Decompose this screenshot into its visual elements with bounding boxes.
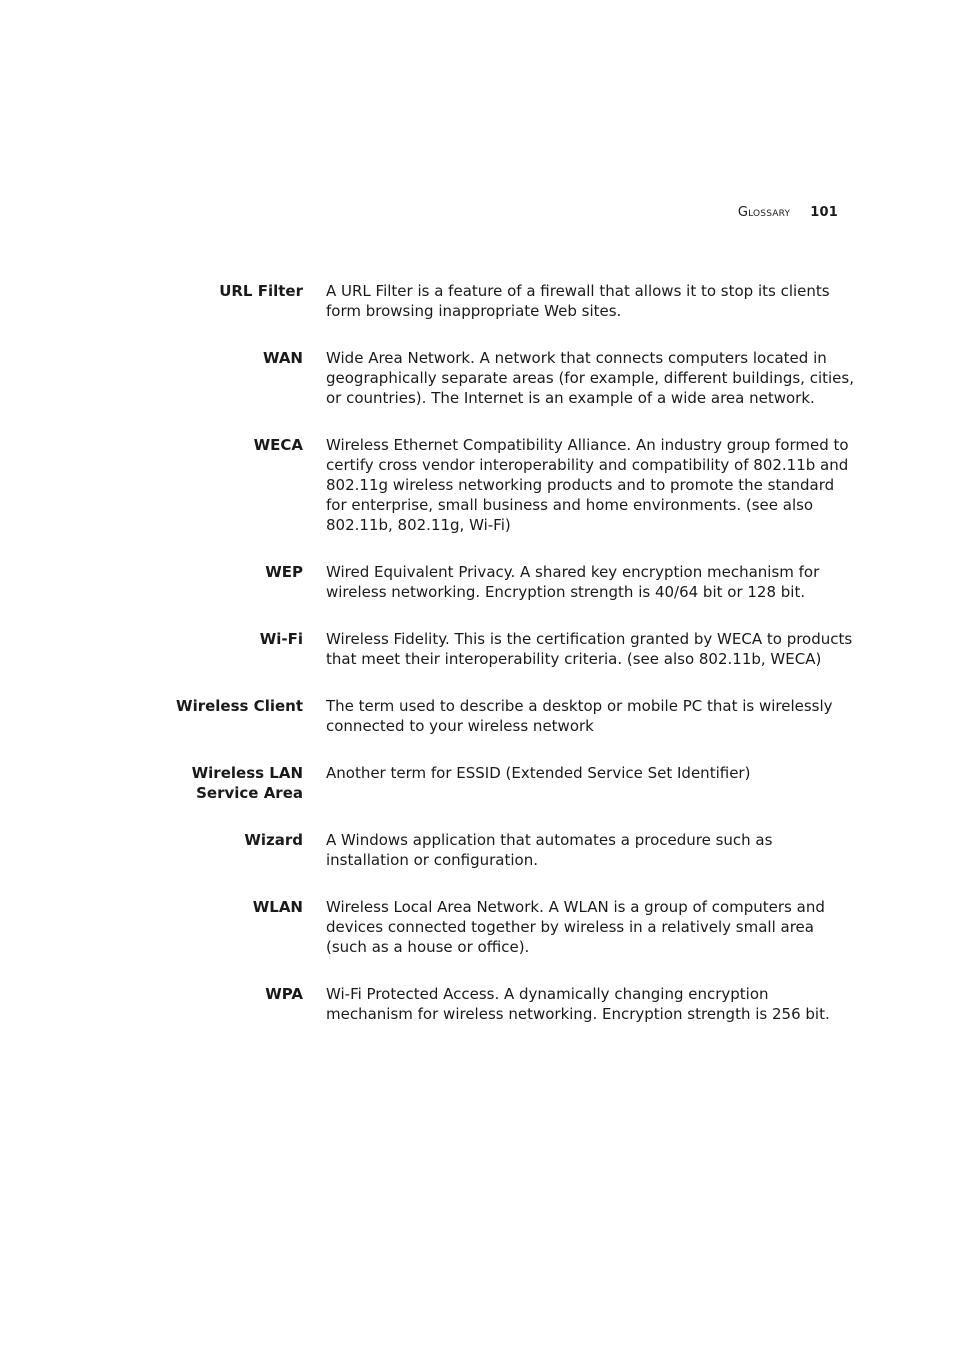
glossary-definition: Wired Equivalent Privacy. A shared key encryption mechanism for wireless networking. Encryption strength is 40/64 bit or 128 bit. [326,563,820,601]
glossary-term: Wi-Fi [259,630,303,648]
page-number: 101 [810,205,838,220]
glossary-term: Wizard [244,831,303,849]
glossary-entry [0,696,954,736]
glossary-entry [0,897,954,957]
glossary-entry [0,763,954,803]
glossary-term: Wireless Client [176,697,303,715]
glossary-entry [0,348,954,408]
glossary-definition: The term used to describe a desktop or mobile PC that is wirelessly connected to your wireless network [326,697,833,735]
glossary-term: WECA [253,436,303,454]
glossary-entry [0,629,954,669]
glossary-term: WAN [262,349,303,367]
glossary-list [0,281,954,1051]
glossary-term: WEP [265,563,303,581]
glossary-entry [0,830,954,870]
glossary-entry [0,562,954,602]
glossary-definition: Another term for ESSID (Extended Service Set Identifier) [326,764,751,782]
glossary-entry [0,984,954,1024]
glossary-definition: A Windows application that automates a procedure such as installation or configuration. [326,831,773,869]
glossary-definition: Wide Area Network. A network that connects computers located in geographically separate areas (for example, different buildings, cities, or countries). The Internet is an example of a wide area network. [326,349,854,407]
glossary-definition: Wireless Ethernet Compatibility Alliance. An industry group formed to certify cross vendor interoperability and compatibility of 802.11b and 802.11g wireless networking products and to promote the standard for enterprise, small business and home environments. (see also 802.11b, 802.11g, Wi-Fi) [326,436,849,534]
glossary-term: Wireless LAN Service Area [191,764,303,802]
glossary-entry [0,435,954,535]
page-header [738,205,838,220]
glossary-definition: Wi-Fi Protected Access. A dynamically changing encryption mechanism for wireless networking. Encryption strength is 256 bit. [326,985,830,1023]
glossary-definition: Wireless Local Area Network. A WLAN is a group of computers and devices connected together by wireless in a relatively small area (such as a house or office). [326,898,825,956]
running-title: Glossary [737,205,791,220]
glossary-term: WPA [265,985,303,1003]
glossary-term: WLAN [252,898,303,916]
glossary-definition: A URL Filter is a feature of a firewall that allows it to stop its clients form browsing inappropriate Web sites. [326,282,830,320]
glossary-entry [0,281,954,321]
glossary-definition: Wireless Fidelity. This is the certification granted by WECA to products that meet their interoperability criteria. (see also 802.11b, WECA) [326,630,853,668]
glossary-term: URL Filter [219,282,303,300]
